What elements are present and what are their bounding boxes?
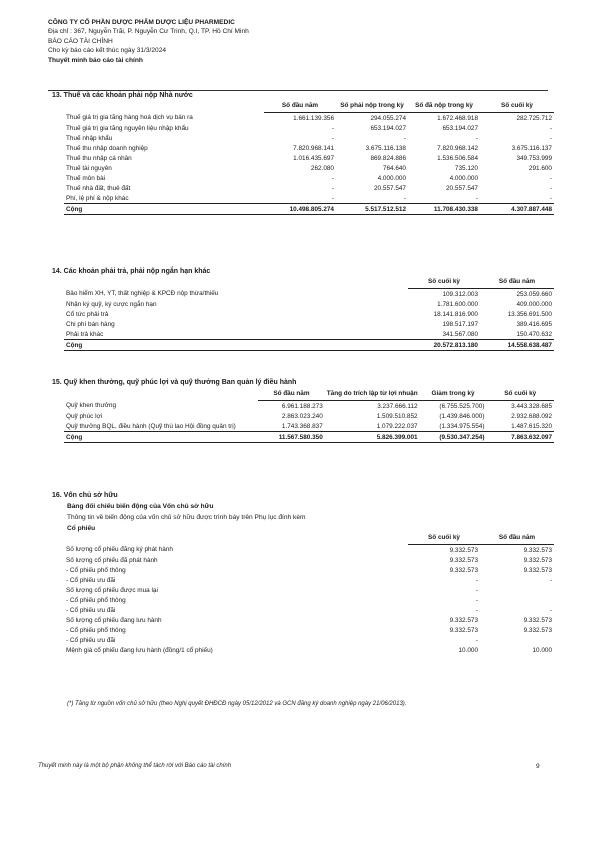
notes-title: Thuyết minh báo cáo tài chính <box>48 56 143 64</box>
row-label: - Cổ phiếu ưu đãi <box>66 636 116 644</box>
cell-value: 150.470.632 <box>516 330 552 338</box>
col-header: Số cuối kỳ <box>480 100 554 113</box>
cell-value: 2.932.688.092 <box>511 412 552 420</box>
cell-value: - <box>403 194 406 202</box>
cell-value: - <box>475 636 478 644</box>
footer-text: Thuyết minh này là một bộ phận không thể tách rời với Báo cáo tài chính <box>38 763 232 769</box>
cell-value: 7.820.968.141 <box>293 144 334 152</box>
table-row <box>64 123 554 133</box>
table-row <box>64 289 554 300</box>
row-label: Thuế thu nhập doanh nghiệp <box>66 144 148 152</box>
table-row <box>64 143 554 153</box>
col-header: Số đầu năm <box>480 276 554 289</box>
section-16-title: 16. Vốn chủ sở hữu <box>52 492 118 499</box>
cell-value <box>480 595 554 605</box>
row-label: Thuế tài nguyên <box>66 164 112 172</box>
cell-value: - <box>331 174 334 182</box>
cell-value: 3.675.116.138 <box>365 144 406 152</box>
cell-value: 9.332.573 <box>449 626 478 634</box>
cell-value: 1.672.468.918 <box>437 114 478 122</box>
cell-value: 198.517.197 <box>442 320 478 328</box>
tax-table <box>64 100 554 215</box>
cell-value: 2.863.023.240 <box>281 412 323 420</box>
table-row <box>64 183 554 193</box>
cell-value: - <box>475 596 478 604</box>
row-label: Phải trả khác <box>66 330 104 338</box>
cell-value: 294.055.274 <box>370 114 406 122</box>
row-label: Thuế nhà đất, thuê đất <box>66 184 131 192</box>
row-label: Bảo hiểm XH, YT, thất nghiệp & KPCĐ nộp thừa/thiếu <box>66 290 219 298</box>
section-15-title: 15. Quỹ khen thưởng, quỹ phúc lợi và quỹ thưởng Ban quản lý điều hành <box>52 379 297 386</box>
cell-value: 1.661.139.356 <box>293 114 334 122</box>
cell-value: 253.059.660 <box>516 290 552 298</box>
payables-table <box>64 276 554 351</box>
table-row <box>64 421 554 432</box>
cell-value: 1.781.600.000 <box>437 300 478 308</box>
row-label: Cộng <box>64 204 264 215</box>
cell-value: (6.755.525.700) <box>439 402 485 410</box>
cell-value: 1.743.368.837 <box>281 422 323 430</box>
equity-info: Thông tin về biến động của vốn chủ sở hữu được trình bày trên Phụ lục đính kèm <box>67 514 306 521</box>
table-row <box>64 193 554 204</box>
cell-value: 1.536.506.584 <box>437 154 478 162</box>
row-label: Thuế giá trị gia tăng hàng hoá dịch vụ bán ra <box>66 114 193 122</box>
col-header: Số đầu năm <box>264 100 336 113</box>
cell-value: 20.557.547 <box>374 184 406 192</box>
cell-value: 9.332.573 <box>523 546 552 554</box>
table-row <box>64 163 554 173</box>
cell-value: 3.675.116.137 <box>511 144 552 152</box>
cell-value: 9.332.573 <box>449 616 478 624</box>
cell-value: - <box>549 576 552 584</box>
cell-value: (1.334.975.554) <box>439 422 485 430</box>
cell-value: - <box>549 194 552 202</box>
table-row <box>64 411 554 421</box>
cell-value: 262.080 <box>310 164 334 172</box>
table-header-row <box>64 532 554 545</box>
cell-value: 10.000 <box>532 646 552 654</box>
col-header: Giảm trong kỳ <box>420 388 487 401</box>
table-row <box>64 113 554 124</box>
row-label: Quỹ thưởng BQL, điều hành (Quỹ thù lao Hội đồng quản trị) <box>66 422 236 430</box>
row-label: Chi phí bán hàng <box>66 320 115 328</box>
table-row <box>64 555 554 565</box>
cell-value: - <box>549 606 552 614</box>
cell-value: 1.487.615.320 <box>511 422 552 430</box>
row-label: Số lượng cổ phiếu được mua lại <box>66 586 158 594</box>
cell-value: 4.307.887.448 <box>480 204 554 215</box>
row-label: Mệnh giá cổ phiếu đang lưu hành (đồng/1 cổ phiếu) <box>66 646 213 654</box>
cell-value: 4.000.000 <box>449 174 478 182</box>
row-label: Số lượng cổ phiếu đã phát hành <box>66 556 158 564</box>
cell-value: 653.194.027 <box>370 124 406 132</box>
cell-value: - <box>331 184 334 192</box>
row-label: - Cổ phiếu ưu đãi <box>66 606 116 614</box>
cell-value: - <box>403 134 406 142</box>
cell-value: 9.332.573 <box>523 566 552 574</box>
cell-value: 14.558.638.487 <box>480 340 554 351</box>
col-header: Số cuối kỳ <box>486 388 554 401</box>
col-header: Số phải nộp trong kỳ <box>336 100 408 113</box>
table-row <box>64 565 554 575</box>
row-label: - Cổ phiếu ưu đãi <box>66 576 116 584</box>
cell-value: 3.443.328.685 <box>511 402 552 410</box>
cell-value: - <box>475 134 478 142</box>
row-label: Phí, lệ phí & nộp khác <box>66 194 129 202</box>
cell-value: - <box>549 184 552 192</box>
table-row <box>64 173 554 183</box>
col-header: Số đầu năm <box>258 388 325 401</box>
col-header: Số cuối kỳ <box>408 532 480 545</box>
funds-table <box>64 388 554 443</box>
table-row <box>64 299 554 309</box>
cell-value: 11.567.580.350 <box>258 432 325 443</box>
col-header: Tăng do trích lập từ lợi nhuận <box>325 388 420 401</box>
cell-value: - <box>475 194 478 202</box>
page-number: 9 <box>536 763 540 770</box>
cell-value: - <box>549 174 552 182</box>
report-period: Cho kỳ báo cáo kết thúc ngày 31/3/2024 <box>48 47 167 55</box>
cell-value: 3.237.666.112 <box>377 402 418 410</box>
total-row <box>64 432 554 443</box>
cell-value: 1.079.222.037 <box>376 422 418 430</box>
header-divider <box>48 90 548 91</box>
table-header-row <box>64 276 554 289</box>
cell-value: 389.416.695 <box>516 320 552 328</box>
row-label: Quỹ phúc lợi <box>66 412 103 420</box>
cell-value: 764.640 <box>382 164 406 172</box>
cell-value: - <box>549 134 552 142</box>
row-label: Thuế nhập khẩu <box>66 134 113 142</box>
total-row <box>64 204 554 215</box>
cell-value: - <box>475 586 478 594</box>
table-row <box>64 319 554 329</box>
cell-value: 4.000.000 <box>377 174 406 182</box>
table-row <box>64 625 554 635</box>
shares-title: Cổ phiếu <box>67 525 96 532</box>
row-label: - Cổ phiếu phổ thông <box>66 626 126 634</box>
table-row <box>64 605 554 615</box>
cell-value: - <box>549 124 552 132</box>
table-row <box>64 575 554 585</box>
table-row <box>64 545 554 556</box>
cell-value: 9.332.573 <box>523 556 552 564</box>
col-header: Số cuối kỳ <box>408 276 480 289</box>
row-label: - Cổ phiếu phổ thông <box>66 566 126 574</box>
cell-value: 653.194.027 <box>442 124 478 132</box>
report-title: BÁO CÁO TÀI CHÍNH <box>48 37 113 45</box>
row-label: Cổ tức phải trả <box>66 310 109 318</box>
row-label: Cộng <box>64 340 408 351</box>
table-row <box>64 309 554 319</box>
cell-value: - <box>475 606 478 614</box>
cell-value: 11.708.430.338 <box>408 204 480 215</box>
table-row <box>64 615 554 625</box>
cell-value: 10.498.805.274 <box>264 204 336 215</box>
company-name: CÔNG TY CỔ PHẦN DƯỢC PHẨM DƯỢC LIỆU PHARMEDIC <box>48 19 235 26</box>
cell-value: 1.509.510.852 <box>376 412 418 420</box>
cell-value: 282.725.712 <box>516 114 552 122</box>
table-row <box>64 133 554 143</box>
cell-value: - <box>475 576 478 584</box>
table-row <box>64 401 554 412</box>
cell-value: 1.016.435.697 <box>293 154 334 162</box>
cell-value: 7.863.632.097 <box>486 432 554 443</box>
company-address: Địa chỉ : 367, Nguyễn Trãi, P. Nguyễn Cư Trinh, Q.I, TP. Hồ Chí Minh <box>48 28 249 36</box>
footnote: (*) Tăng từ nguồn vốn chủ sở hữu (theo Nghị quyết ĐHĐCĐ ngày 05/12/2012 và GCN đăng ký doanh nghiệp ngày 21/06/2013). <box>67 701 407 707</box>
cell-value: 5.826.399.001 <box>325 432 420 443</box>
table-row <box>64 153 554 163</box>
cell-value: 13.356.691.500 <box>507 310 552 318</box>
cell-value: 20.557.547 <box>446 184 478 192</box>
table-row <box>64 635 554 645</box>
cell-value: 341.567.080 <box>442 330 478 338</box>
row-label: Quỹ khen thưởng <box>66 402 117 410</box>
cell-value: 9.332.573 <box>523 616 552 624</box>
cell-value <box>480 635 554 645</box>
cell-value: 20.572.813.180 <box>408 340 480 351</box>
row-label: - Cổ phiếu phổ thông <box>66 596 126 604</box>
table-header-row <box>64 100 554 113</box>
shares-table <box>64 532 554 655</box>
cell-value: 349.753.999 <box>516 154 552 162</box>
cell-value: (9.530.347.254) <box>420 432 487 443</box>
col-header: Số đã nộp trong kỳ <box>408 100 480 113</box>
cell-value: 869.824.886 <box>370 154 406 162</box>
cell-value: - <box>331 124 334 132</box>
report-header <box>48 18 249 65</box>
table-header-row <box>64 388 554 401</box>
row-label: Nhận ký quỹ, ký cược ngắn hạn <box>66 300 157 308</box>
row-label: Thuế giá trị gia tăng nguyên liệu nhập khẩu <box>66 124 189 132</box>
table-row <box>64 585 554 595</box>
cell-value: 9.332.573 <box>449 556 478 564</box>
cell-value: 9.332.573 <box>523 626 552 634</box>
col-header: Số đầu năm <box>480 532 554 545</box>
row-label: Số lượng cổ phiếu đang lưu hành <box>66 616 162 624</box>
cell-value: 109.312.003 <box>442 290 478 298</box>
row-label: Thuế môn bài <box>66 174 106 182</box>
cell-value: - <box>331 134 334 142</box>
section-13-title: 13. Thuế và các khoản phải nộp Nhà nước <box>52 92 193 99</box>
cell-value: 735.120 <box>454 164 478 172</box>
cell-value: 6.961.188.273 <box>281 402 323 410</box>
cell-value: 10.000 <box>458 646 478 654</box>
row-label: Thuế thu nhập cá nhân <box>66 154 132 162</box>
cell-value: 9.332.573 <box>449 546 478 554</box>
row-label: Số lượng cổ phiếu đăng ký phát hành <box>66 546 173 554</box>
table-row <box>64 329 554 340</box>
cell-value: 18.141.816.900 <box>433 310 478 318</box>
cell-value: 7.820.968.142 <box>437 144 478 152</box>
cell-value <box>480 585 554 595</box>
cell-value: 9.332.573 <box>449 566 478 574</box>
section-14-title: 14. Các khoản phải trả, phải nộp ngắn hạn khác <box>52 268 211 275</box>
total-row <box>64 340 554 351</box>
cell-value: 291.600 <box>528 164 552 172</box>
cell-value: (1.439.846.000) <box>439 412 485 420</box>
row-label: Cộng <box>64 432 258 443</box>
cell-value: 409.000.000 <box>516 300 552 308</box>
cell-value: 5.517.512.512 <box>336 204 408 215</box>
table-row <box>64 645 554 655</box>
cell-value: - <box>331 194 334 202</box>
equity-reconciliation-title: Bảng đối chiếu biến động của Vốn chủ sở hữu <box>67 503 214 510</box>
table-row <box>64 595 554 605</box>
